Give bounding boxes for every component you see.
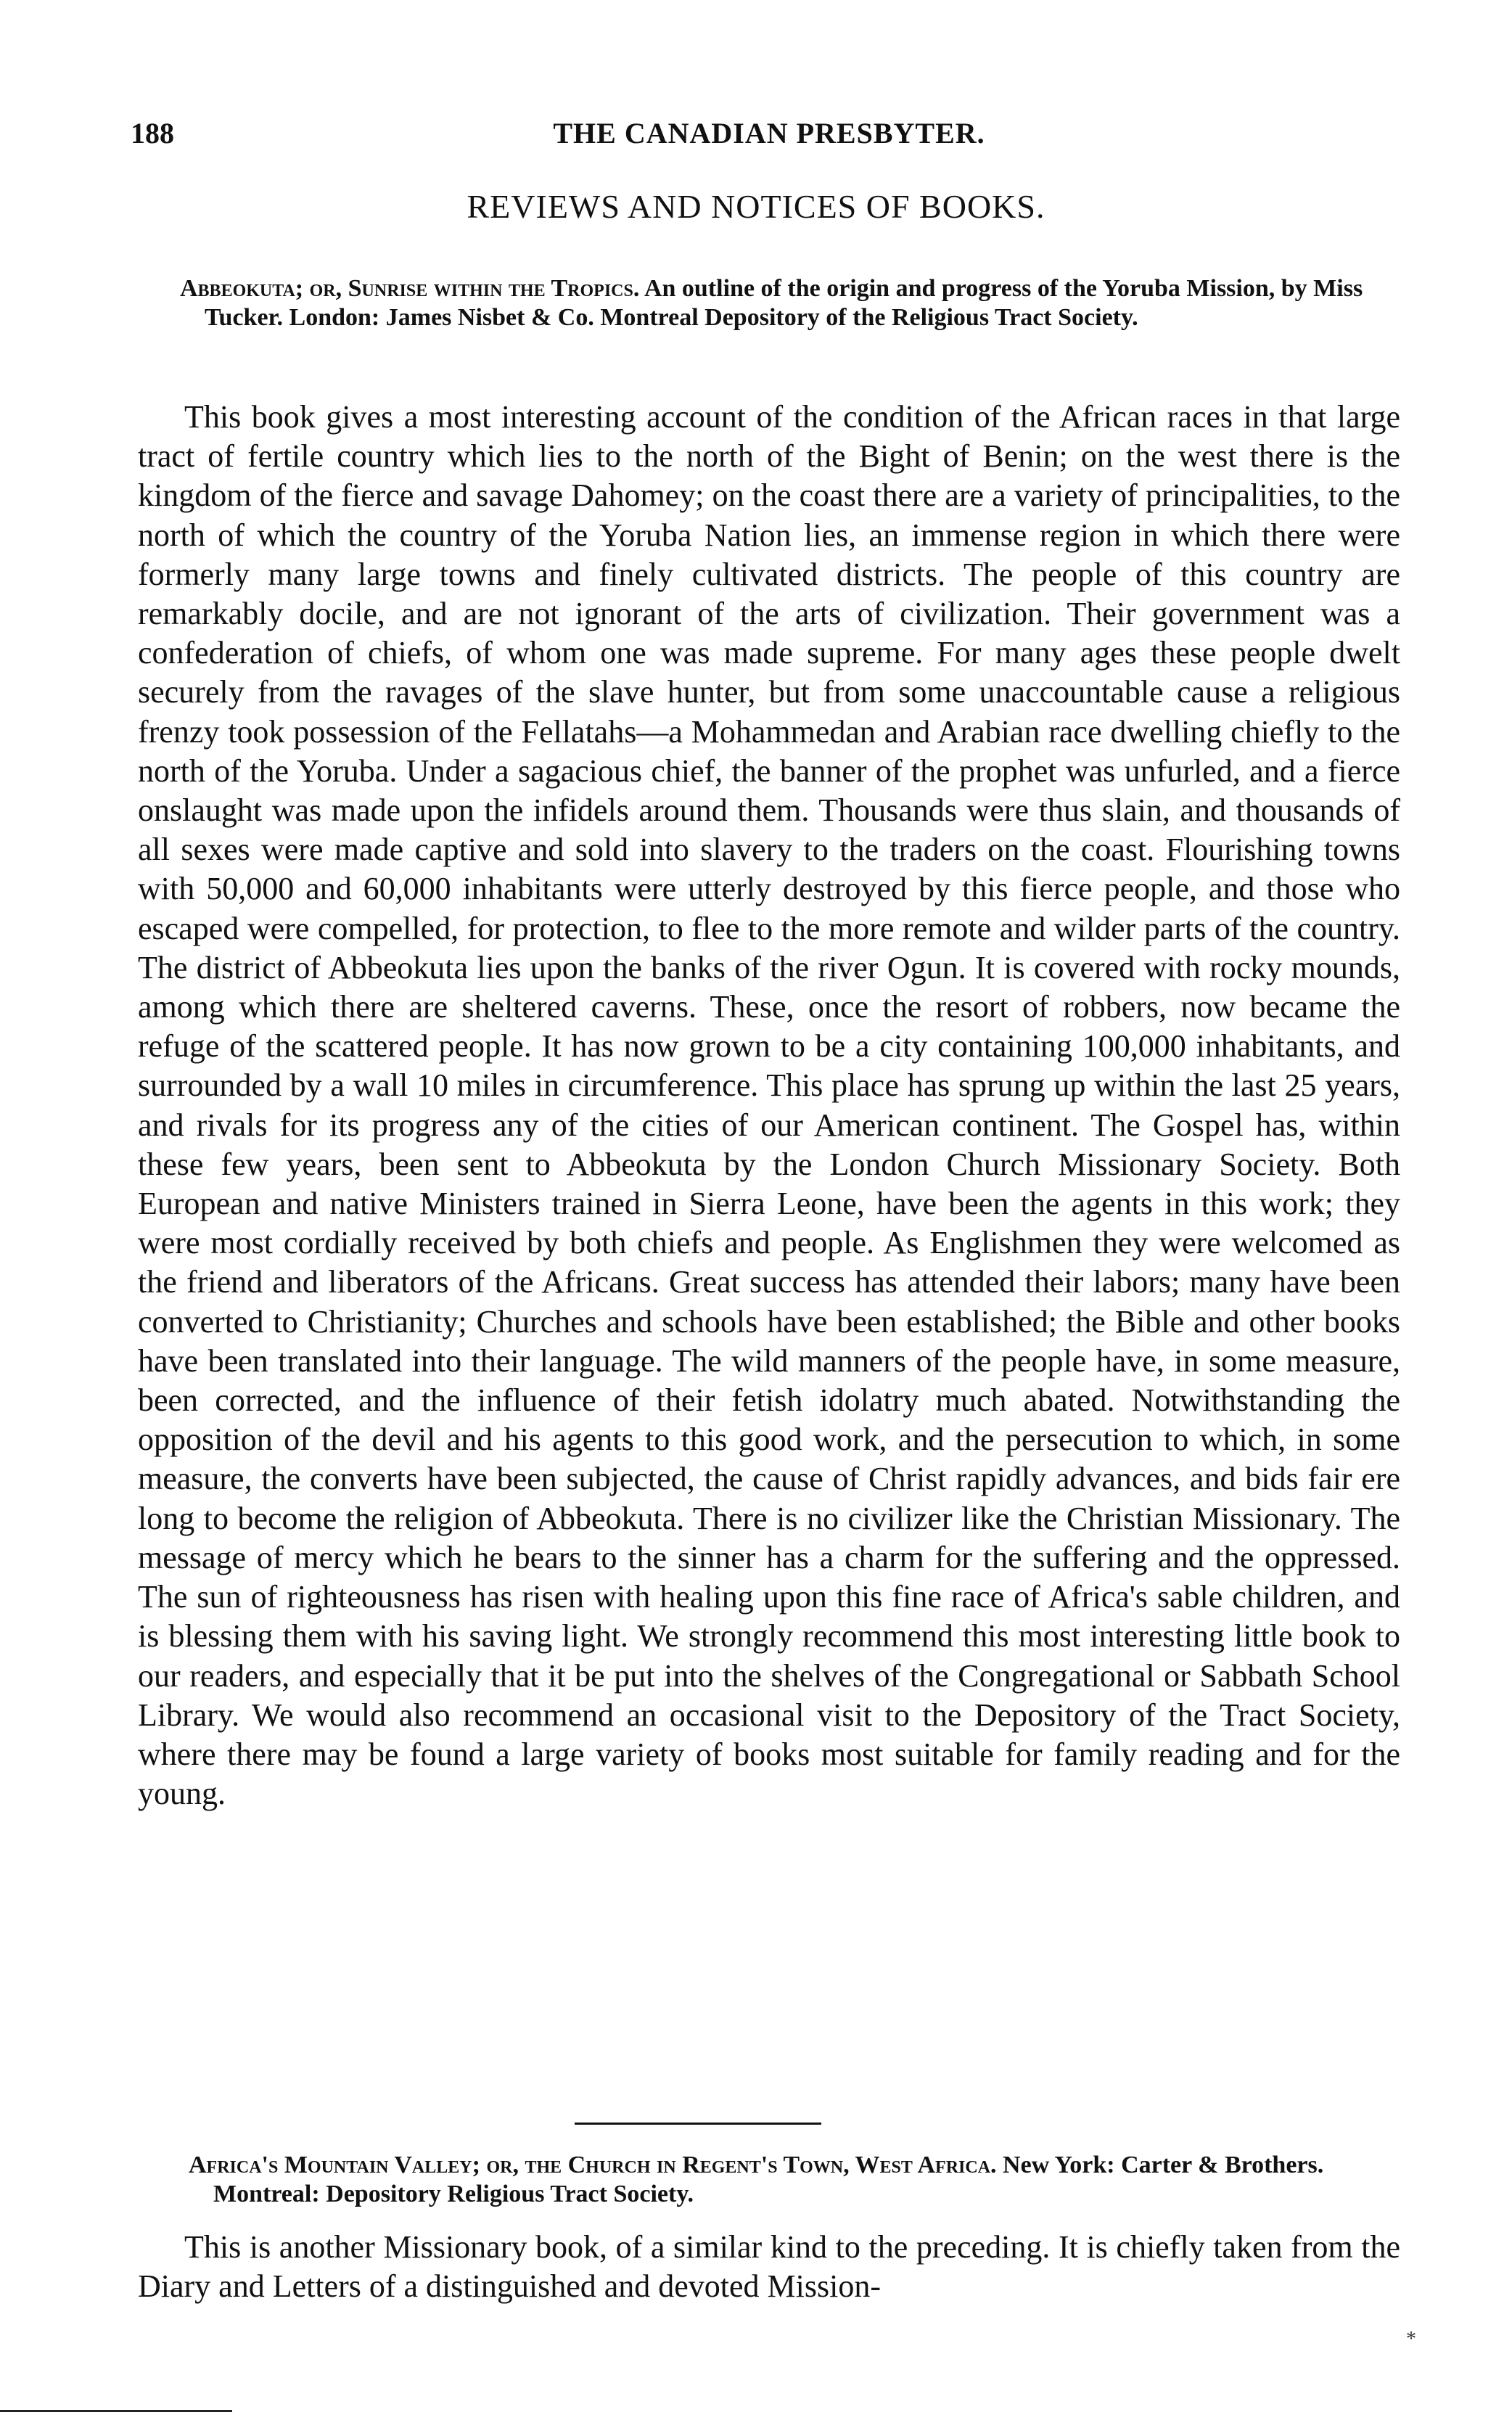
- review-2-publication-details: New York: Carter & Brothers. Montreal: Depository Religious Tract Society.: [213, 2152, 1324, 2207]
- review-1-book-title: Abbeokuta; or, Sunrise within the Tropics.: [180, 275, 640, 302]
- review-1-body: This book gives a most interesting account of the condition of the African races in that large tract of fertile country which lies to the north of the Bight of Benin; on the west there is the kingdom of the fierce and savage Dahomey; on the coast there are a variety of principalities, to the north of which the country of the Yoruba Nation lies, an immense region in which there were formerly many large towns and finely cultivated districts. The people of this country are remarkably docile, and are not ignorant of the arts of civilization. Their government was a confederation of chiefs, of whom one was made supreme. For many ages these people dwelt securely from the ravages of the slave hunter, but from some unaccountable cause a religious frenzy took possession of the Fellatahs—a Mohammedan and Arabian race dwelling chiefly to the north of the Yoruba. Under a sagacious chief, the banner of the prophet was unfurled, and a fierce onslaught was made upon the infidels around them. Thousands were thus slain, and thousands of all sexes were made captive and sold into slavery to the traders on the coast. Flourishing towns with 50,000 and 60,000 inhabitants were utterly destroyed by this fierce people, and those who escaped were compelled, for protection, to flee to the more remote and wilder parts of the country. The district of Abbeokuta lies upon the banks of the river Ogun. It is covered with rocky mounds, among which there are sheltered caverns. These, once the resort of robbers, now became the refuge of the scattered people. It has now grown to be a city containing 100,000 inhabitants, and surrounded by a wall 10 miles in circumference. This place has sprung up within the last 25 years, and rivals for its progress any of the cities of our American continent. The Gospel has, within these few years, been sent to Abbeokuta by the London Church Missionary Society. Both European and native Ministers trained in Sierra Leone, have been the agents in this work; they were most cordially received by both chiefs and people. As Englishmen they were welcomed as the friend and liberators of the Africans. Great success has attended their labors; many have been converted to Christianity; Churches and schools have been established; the Bible and other books have been translated into their language. The wild manners of the people have, in some measure, been corrected, and the influence of their fetish idolatry much abated. Notwithstanding the opposition of the devil and his agents to this good work, and the persecution to which, in some measure, the converts have been subjected, the cause of Christ rapidly advances, and bids fair ere long to become the religion of Abbeokuta. There is no civilizer like the Christian Missionary. The message of mercy which he bears to the sinner has a charm for the suffering and the oppressed. The sun of righteousness has risen with healing upon this fine race of Africa's sable children, and is blessing them with his saving light. We strongly recommend this most interesting little book to our readers, and especially that it be put into the shelves of the Congregational or Sabbath School Library. We would also recommend an occasional visit to the Depository of the Tract Society, where there may be found a large variety of books most suitable for family reading and for the young.: [138, 399, 1400, 1812]
- review-1-publication-details: An outline of the origin and progress of the Yoruba Mission, by Miss Tucker. London: James Nisbet & Co. Montreal Depository of the Religious Tract Society.: [205, 275, 1363, 331]
- section-title: REVIEWS AND NOTICES OF BOOKS.: [467, 188, 1045, 225]
- section-divider: [575, 2123, 821, 2125]
- review-2-citation: [189, 2151, 1415, 2209]
- review-1-citation: [180, 274, 1413, 332]
- journal-title: THE CANADIAN PRESBYTER.: [553, 117, 985, 149]
- bottom-rule: [0, 2410, 232, 2412]
- margin-mark: *: [1406, 2328, 1416, 2350]
- review-2-book-title: Africa's Mountain Valley; or, the Church in Regent's Town, West Africa.: [189, 2152, 997, 2178]
- running-head: [131, 116, 1393, 160]
- review-2-body: This is another Missionary book, of a similar kind to the preceding. It is chiefly taken from the Diary and Letters of a distinguished and devoted Mission-: [138, 2229, 1400, 2305]
- page-number: 188: [131, 117, 174, 149]
